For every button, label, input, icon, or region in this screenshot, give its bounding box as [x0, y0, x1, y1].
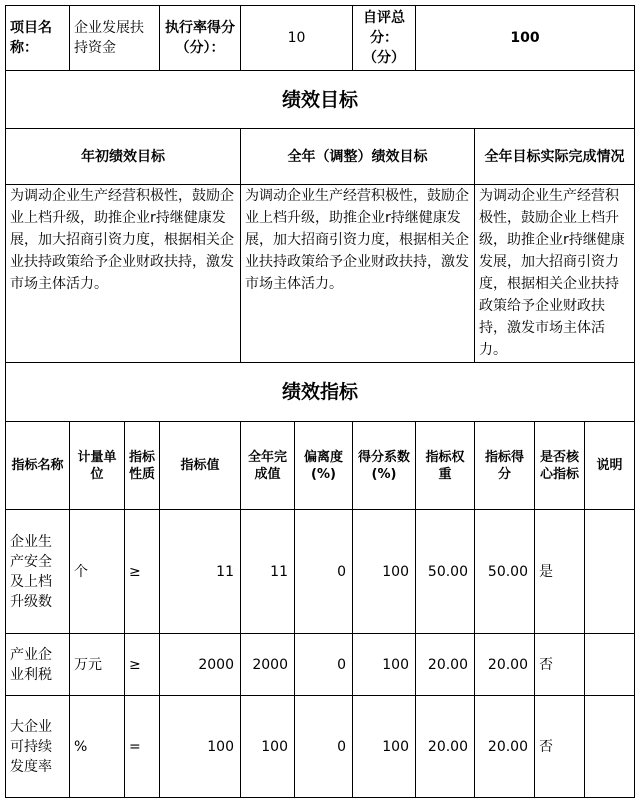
indicators-header-row — [6, 422, 635, 510]
indicator-score: 50.00 — [475, 510, 535, 634]
goals-text-row — [6, 185, 635, 363]
goals-section-title: 绩效目标 — [6, 71, 635, 129]
indicator-core: 否 — [535, 696, 585, 798]
goal-adjusted-text: 为调动企业生产经营积极性，鼓励企业上档升级，助推企业r持继健康发展，加大招商引资力度，根据相关企业扶持政策给予企业财政扶持，激发市场主体活力。 — [241, 185, 475, 363]
table-row — [6, 696, 635, 798]
col-header: 指标得分 — [475, 422, 535, 510]
exec-rate-label: 执行率得分（分）： — [160, 6, 241, 71]
indicator-nature: ≥ — [125, 634, 160, 696]
indicator-actual: 11 — [241, 510, 295, 634]
indicator-score: 20.00 — [475, 634, 535, 696]
self-total-value: 100 — [416, 6, 635, 71]
indicator-name: 大企业可持续发度率 — [6, 696, 70, 798]
indicator-coef: 100 — [353, 696, 416, 798]
indicator-actual: 100 — [241, 696, 295, 798]
goal-col-initial: 年初绩效目标 — [6, 129, 241, 185]
indicator-nature: ≥ — [125, 510, 160, 634]
indicator-name: 企业生产安全及上档升级数 — [6, 510, 70, 634]
col-header: 说明 — [585, 422, 635, 510]
indicator-target: 11 — [160, 510, 241, 634]
exec-rate-value: 10 — [241, 6, 353, 71]
indicator-coef: 100 — [353, 634, 416, 696]
indicator-score: 20.00 — [475, 696, 535, 798]
indicator-target: 100 — [160, 696, 241, 798]
col-header: 指标性质 — [125, 422, 160, 510]
indicator-unit: 万元 — [70, 634, 125, 696]
performance-table — [5, 5, 635, 798]
col-header: 偏离度(%) — [295, 422, 353, 510]
indicator-name: 产业企业利税 — [6, 634, 70, 696]
indicator-weight: 20.00 — [416, 696, 475, 798]
indicator-weight: 20.00 — [416, 634, 475, 696]
goal-actual-text: 为调动企业生产经营积极性，鼓励企业上档升级，助推企业r持继健康发展，加大招商引资力度，根据相关企业扶持政策给予企业财政扶持，激发市场主体活力。 — [475, 185, 635, 363]
col-header: 指标值 — [160, 422, 241, 510]
indicator-note — [585, 696, 635, 798]
header-row — [6, 6, 635, 71]
col-header: 全年完成值 — [241, 422, 295, 510]
indicator-actual: 2000 — [241, 634, 295, 696]
indicator-nature: = — [125, 696, 160, 798]
project-name-label: 项目名称： — [6, 6, 70, 71]
col-header: 得分系数(%) — [353, 422, 416, 510]
goal-col-adjusted: 全年（调整）绩效目标 — [241, 129, 475, 185]
self-total-label: 自评总分：（分） — [353, 6, 416, 71]
indicator-deviation: 0 — [295, 510, 353, 634]
goal-initial-text: 为调动企业生产经营积极性，鼓励企业上档升级，助推企业r持继健康发展，加大招商引资力度，根据相关企业扶持政策给予企业财政扶持，激发市场主体活力。 — [6, 185, 241, 363]
col-header: 是否核心指标 — [535, 422, 585, 510]
table-row — [6, 510, 635, 634]
indicator-core: 是 — [535, 510, 585, 634]
indicator-unit: 个 — [70, 510, 125, 634]
col-header: 指标名称 — [6, 422, 70, 510]
indicator-deviation: 0 — [295, 696, 353, 798]
indicator-core: 否 — [535, 634, 585, 696]
table-row — [6, 634, 635, 696]
indicator-unit: % — [70, 696, 125, 798]
indicator-deviation: 0 — [295, 634, 353, 696]
indicator-target: 2000 — [160, 634, 241, 696]
indicator-weight: 50.00 — [416, 510, 475, 634]
indicator-note — [585, 634, 635, 696]
project-name-value: 企业发展扶持资金 — [70, 6, 160, 71]
indicators-section-title: 绩效指标 — [6, 363, 635, 422]
goal-col-actual: 全年目标实际完成情况 — [475, 129, 635, 185]
col-header: 计量单位 — [70, 422, 125, 510]
indicator-note — [585, 510, 635, 634]
goals-header-row — [6, 129, 635, 185]
col-header: 指标权重 — [416, 422, 475, 510]
indicator-coef: 100 — [353, 510, 416, 634]
